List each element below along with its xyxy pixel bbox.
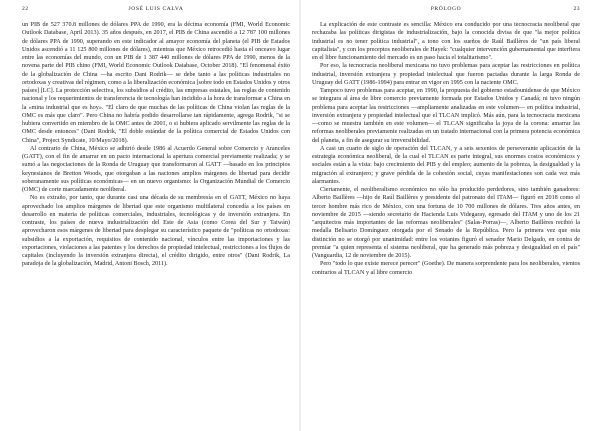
right-running-header	[312, 6, 580, 18]
left-running-head: JOSÉ LUIS CALVA	[128, 6, 184, 12]
paragraph: A casi un cuarto de siglo de operación del TLCAN, y a seis sexenios de perseverante aplicación de la estrategia económica neoliberal, de la cual el TLCAN es parte integral, sus enormes costos económicos y sociales están a la vista: bajo crecimiento del PIB y del empleo; aumento de la pobreza, la desigualdad y la migración al extranjero; y grave pérdida de la cohesión social, cuyas manifestaciones son cada vez más alarmantes.	[312, 145, 580, 185]
paragraph: Por eso, la tecnocracia neoliberal mexicana no tuvo problemas para aceptar las restricciones en política industrial, inversión extranjera y propiedad intelectual que fueron pactadas durante la larga Ronda de Uruguay del GATT (1986-1994) para entrar en vigor en 1995 con la naciente OMC.	[312, 63, 580, 86]
paragraph: Al contrario de China, México se adhirió desde 1986 al Acuerdo General sobre Comercio y Aranceles (GATT), con el fin de amarrar en un pacto internacional la apertura comercial previamente realizada; y se sumó a las negociaciones de la Ronda de Uruguay que transformaron al GATT —basado en los principios keynesianos de Bretton Woods, que otorgaban a las naciones amplios márgenes de libertad para decidir soberanamente sus políticas económicas— en un nuevo organismo: la Organización Mundial de Comercio (OMC) de corte marcadamente neoliberal.	[22, 145, 290, 193]
paragraph: Tampoco tuvo problemas para aceptar, en 1990, la propuesta del gobierno estadounidense de que México se integrara al área de libre comercio previamente formada por Estados Unidos y Canadá; ni tuvo ningún problema para aceptar las restricciones —ampliamente analizadas en este volumen— en política industrial, inversión extranjera y propiedad intelectual que el TLCAN implicó. Más aún, para la tecnocracia mexicana —como se muestra también en este volumen— el TLCAN significaba la joya de la corona: amarrar las reformas neoliberales previamente realizadas en un tratado internacional con la primera potencia económica del planeta, a fin de asegurar su irreversibilidad.	[312, 88, 580, 144]
paragraph: No es extraño, por tanto, que durante casi una década de su membresía en el GATT, México no haya aprovechado los amplios márgenes de libertad que este organismo multilateral concedía a los países en desarrollo en materia de políticas comerciales, industriales, tecnológicas y de inversión extranjera. En contraste, los países de nueva industrialización del Este de Asia (como Corea del Sur y Taiwán) aprovecharon esos márgenes de libertad para desplegar su característico paquete de "políticas no ortodoxas: subsidios a la exportación, requisitos de contenido nacional, vínculos entre las importaciones y las exportaciones, violaciones a las patentes y los derechos de propiedad intelectual, restricciones a los flujos de capitales (incluyendo la inversión extranjera directa), el crédito dirigido, entre otros" (Dani Rodrik, La paradoja de la globalización, Madrid, Antoni Bosch, 2011).	[22, 195, 290, 268]
left-body-text	[22, 21, 290, 269]
right-running-head: PRÓLOGO	[430, 6, 462, 12]
paragraph: La explicación de este contraste es sencilla: México era conducido por una tecnocracia neoliberal que rechazaba las políticas dirigistas de industrialización, bajo la conocida divisa de que "la mejor política industrial es no tener política industrial", a tono con los sueños de Raúl Baillères de "un país liberal capitalista", y con los preceptos neoliberales de Hayek: "cualquier intervención gubernamental que interfiera en el libre funcionamiento del mercado es un paso hacia el totalitarismo".	[312, 22, 580, 61]
left-running-header	[22, 6, 290, 18]
right-page	[312, 0, 580, 431]
right-page-number: 23	[573, 6, 580, 12]
paragraph: Pero "todo lo que existe merece perecer" (Goethe). De manera sorprendente para los neoliberales, vientos contrarios al TLCAN y al libre comercio	[312, 261, 580, 276]
left-page-number: 22	[22, 6, 29, 12]
left-page	[22, 0, 290, 431]
right-body-text	[312, 21, 580, 277]
paragraph: un PIB de 527 370.8 millones de dólares PPA de 1990, era la décima economía (FMI, World Economic Outlook Database, April 2013). 35 años después, en 2017, el PIB de China ascendió a 12 787 100 millones de dólares PPA de 1990, superando en este indicador al amayor economía del planeta (el PIB de Estados Unidos ascendió a 11 125 800 millones de dólares), mientras que México retrocedió hasta el onceavo lugar entre las economías del mundo, con un PIB de 1 387 440 millones de dólares PPA de 1990, menos de la novena parte del PIB chino (FMI, World Economic Outlook Database, October 2018). "El fenomenal éxito de la globalización de China —ha escrito Dani Rodrik— se debe tanto a las políticas industriales no ortodoxas y creativas del régimen, como a la liberalización económica [sobre todo en Estados Unidos y otros países] [LC]. La protección selectiva, los subsidios al crédito, las empresas estatales, las reglas de contenido nacional y los requerimientos de transferencia de tecnología han incidido a la hora de transformar a China en la «mina industrial que es hoy». "El claro de que muchas de las políticas de China violan las reglas de la OMC es más que claro". Pero China no habría podido desarrollarse tan rápidamente, agrega Rodrik, "si se hubiera convertido en miembro de la OMC antes de 2001, o si hubiera aplicado servilmente las reglas de la OMC desde entonces" (Dani Rodrik, "El doble estándar de la política comercial de Estados Unidos con China", Project Syndicate, 10/Mayo/2018).	[22, 22, 290, 144]
book-gutter	[299, 0, 301, 431]
paragraph: Ciertamente, el neoliberalismo económico no sólo ha producido perdedores, sino también ganadores: Alberto Baillères —hijo de Raúl Baillères y presidente del patronato del ITAM— figuró en 2018 como el tercer hombre más rico de México, con una fortuna de 10 700 millones de dólares. Tres años antes, en noviembre de 2015 —siendo secretario de Hacienda Luis Videgaray, egresado del ITAM y uno de los 21 "arquitectos más importantes de las reformas neoliberales" (Salas-Porras)—, Alberto Baillères recibió la medalla Belisario Domínguez otorgada por el Senado de la República. Pero la primera vez que esta distinción no se otorgó por unanimidad: entre los votantes figuró el senador Mario Delgado, en contra de premiar "a quien representa el sistema neoliberal, que ha generado más pobreza y desigualdad en el país" (Vanguardia, 12 de noviembre de 2015).	[312, 187, 580, 259]
